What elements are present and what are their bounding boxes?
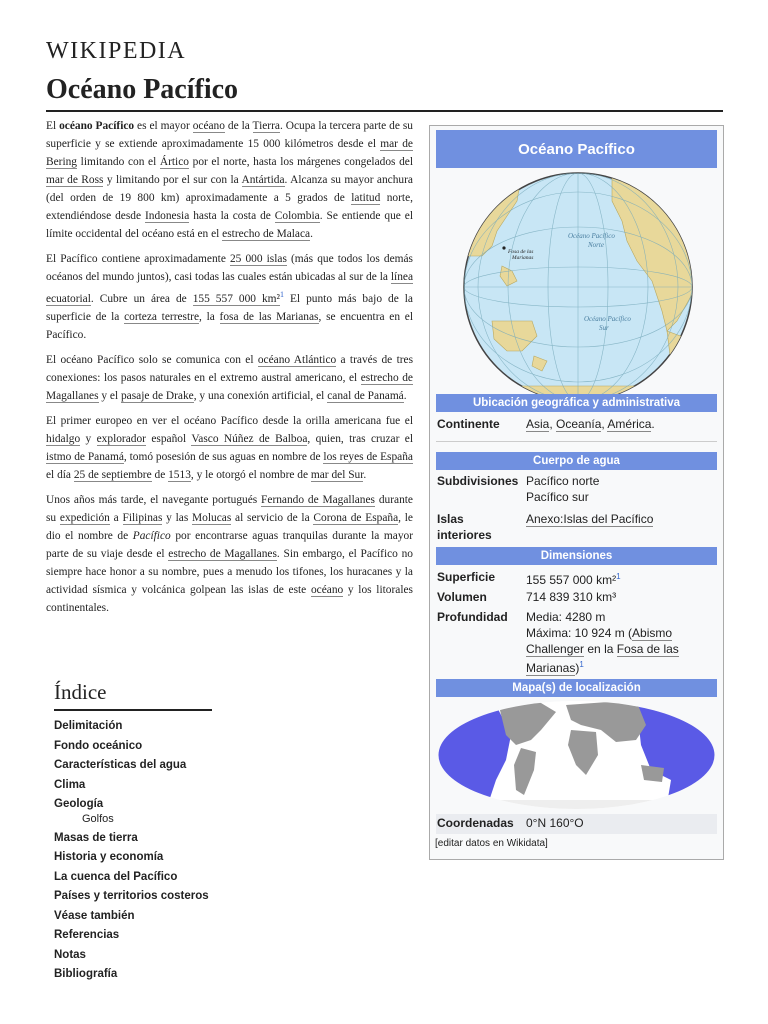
- row-divider: [436, 441, 717, 442]
- coord-label: Coordenadas: [437, 816, 514, 830]
- link-indonesia[interactable]: Indonesia: [144, 210, 190, 222]
- link-fosa-marianas-infobox[interactable]: Fosa de las Marianas: [526, 642, 679, 675]
- volumen-label: Volumen: [437, 590, 487, 604]
- superficie-label: Superficie: [437, 570, 496, 584]
- section-header-dimensions: Dimensiones: [436, 547, 717, 565]
- paragraph-balboa: El primer europeo en ver el océano Pacífico desde la orilla americana fue el hidalgo y explorador español Vasco Núñez de Balboa, quien, tras cruzar el istmo de Panamá, tomó posesión de sus aguas en nombre de los reyes de España el día 25 de septiembre de 1513, y le otorgó el nombre de mar del Sur.: [46, 414, 414, 481]
- link-tierra[interactable]: Tierra: [252, 120, 280, 132]
- link-estrecho-de-malaca[interactable]: estrecho de Malaca: [222, 228, 311, 240]
- link-istmo-panama[interactable]: istmo de Panamá: [46, 450, 124, 463]
- link-artico[interactable]: Ártico: [159, 156, 189, 168]
- islas-label-2: interiores: [437, 528, 492, 542]
- link-vasco-nunez[interactable]: Vasco Núñez de Balboa: [191, 432, 308, 445]
- toc-item-fondo-oceanico[interactable]: Fondo oceánico: [54, 739, 143, 752]
- article-body: [46, 117, 413, 624]
- section-header-location: Ubicación geográfica y administrativa: [436, 394, 717, 412]
- profundidad-label: Profundidad: [437, 610, 508, 624]
- infobox: [429, 125, 724, 860]
- reference-sup[interactable]: 1: [579, 660, 584, 669]
- toc-item-vease[interactable]: Véase también: [54, 909, 135, 922]
- link-area[interactable]: 155 557 000 km²: [192, 292, 280, 305]
- toc-item-delimitacion[interactable]: Delimitación: [54, 720, 123, 732]
- world-map-image[interactable]: [436, 700, 717, 810]
- page-title: Océano Pacífico: [46, 74, 239, 105]
- row-subdivisiones: [436, 473, 717, 507]
- reference-sup[interactable]: 1: [616, 572, 621, 581]
- subdiv-south: Pacífico sur: [526, 490, 589, 504]
- row-islas: [436, 511, 717, 545]
- toc-item-clima[interactable]: Clima: [54, 778, 86, 791]
- prof-media: Media: 4280 m: [526, 610, 606, 624]
- link-1513[interactable]: 1513: [168, 468, 191, 481]
- wikidata-edit-link[interactable]: [editar datos en Wikidata]: [435, 838, 548, 849]
- link-oceania[interactable]: Oceanía: [556, 417, 602, 431]
- toc-item-bibliografia[interactable]: Bibliografía: [54, 968, 118, 980]
- toc-item-historia[interactable]: Historia y economía: [54, 851, 164, 863]
- bold-term: océano Pacífico: [59, 120, 135, 132]
- coord-value[interactable]: 0°N 160°O: [526, 816, 584, 830]
- row-volumen: [436, 589, 717, 607]
- link-expedicion[interactable]: expedición: [59, 511, 110, 524]
- toc-item-golfos[interactable]: Golfos: [82, 812, 114, 825]
- subdiv-label: Subdivisiones: [437, 474, 519, 488]
- toc-item-geologia[interactable]: Geología: [54, 798, 104, 810]
- link-mar-de-bering[interactable]: mar de Bering: [46, 138, 413, 168]
- link-estrecho-magallanes-2[interactable]: estrecho de Magallanes: [168, 547, 277, 560]
- toc-title: Índice: [54, 680, 212, 711]
- toc-item-caracteristicas[interactable]: Características del agua: [54, 759, 187, 771]
- link-mar-de-ross[interactable]: mar de Ross: [46, 174, 104, 186]
- link-linea-ecuatorial[interactable]: línea ecuatorial: [46, 271, 413, 305]
- link-molucas[interactable]: Molucas: [192, 511, 232, 524]
- section-header-map: Mapa(s) de localización: [436, 679, 717, 697]
- row-coordenadas: [436, 814, 717, 834]
- globe-label-fosa-1: Fosa de las: [508, 249, 534, 255]
- link-anexo-islas[interactable]: Anexo:Islas del Pacífico: [526, 512, 654, 526]
- link-fosa-marianas[interactable]: fosa de las Marianas: [219, 310, 319, 323]
- row-profundidad: Profundidad Media: 4280 m Máxima: 10 924 m (Abismo Challenger en la Fosa de las Marianas)$^1$: [437, 610, 679, 675]
- toc-item-notas[interactable]: Notas: [54, 948, 86, 961]
- title-divider: [46, 110, 723, 112]
- continente-label: Continente: [437, 417, 500, 431]
- globe-label-south-2: Sur: [599, 324, 609, 332]
- infobox-title: Océano Pacífico: [436, 130, 717, 168]
- globe-label-fosa-2: Marianas: [512, 255, 534, 261]
- link-fernando-magallanes[interactable]: Fernando de Magallanes: [261, 493, 375, 506]
- link-oceano[interactable]: océano: [192, 120, 225, 132]
- toc-item-cuenca[interactable]: La cuenca del Pacífico: [54, 870, 178, 883]
- link-asia[interactable]: Asia: [526, 417, 550, 431]
- globe-label-north-1: Océano Pacífico: [568, 232, 615, 240]
- link-hidalgo[interactable]: hidalgo: [46, 432, 81, 445]
- link-filipinas[interactable]: Filipinas: [122, 511, 163, 524]
- wikipedia-logo[interactable]: WIKIPEDIA: [46, 38, 187, 64]
- link-estrecho-magallanes[interactable]: estrecho de Magallanes: [46, 371, 413, 402]
- link-antartida[interactable]: Antártida: [241, 174, 285, 186]
- link-canal-panama[interactable]: canal de Panamá: [327, 389, 404, 402]
- section-header-body: Cuerpo de agua: [436, 452, 717, 470]
- link-corona-espana[interactable]: Corona de España: [313, 511, 399, 524]
- link-abismo-challenger[interactable]: Abismo Challenger: [526, 626, 673, 656]
- paragraph-magallanes: Unos años más tarde, el navegante portugués Fernando de Magallanes durante su expedición a Filipinas y las Molucas al servicio de la Corona de España, le dio el nombre de Pacífico por encontrarse aguas tranquilas durante la mayor parte de su viaje desde el estrecho de Magallanes. Sin embargo, el Pacífico no siempre hace honor a su nombre, pues a menudo los tifones, los huracanes y la actividad sísmica y volcánica golpean las islas de este océano y los litorales continentales.: [46, 493, 414, 614]
- link-colombia[interactable]: Colombia: [274, 210, 320, 222]
- paragraph-connections: El océano Pacífico solo se comunica con el océano Atlántico a través de tres conexiones: los pasos naturales en el extremo austral americano, el estrecho de Magallanes y el pasaje de Drake, y una conexión artificial, el canal de Panamá.: [46, 353, 414, 402]
- link-reyes-espana[interactable]: los reyes de España: [323, 450, 413, 463]
- link-oceano-atlantico[interactable]: océano Atlántico: [257, 353, 337, 366]
- globe-label-south-1: Océano Pacífico: [584, 315, 631, 323]
- link-america[interactable]: América: [607, 417, 652, 431]
- link-mar-del-sur[interactable]: mar del Sur: [310, 468, 364, 481]
- row-superficie: [436, 569, 717, 587]
- volumen-value: 714 839 310 km³: [526, 590, 617, 604]
- link-islas[interactable]: 25 000 islas: [229, 253, 287, 265]
- paragraph-intro: El océano Pacífico es el mayor océano de la Tierra. Ocupa la tercera parte de su superficie y se extiende aproximadamente 15 000 kilómetros desde el mar de Bering limitando con el Ártico por el norte, hasta los márgenes congelados del mar de Ross y limitando por el sur con la Antártida. Alcanza su mayor anchura (del orden de 19 800 km) aproximadamente a 5 grados de latitud norte, extendiéndose desde Indonesia hasta la costa de Colombia. Se entiende que el límite occidental del océano está en el estrecho de Malaca.: [46, 120, 413, 240]
- link-explorador[interactable]: explorador: [96, 432, 146, 445]
- link-oceano-2[interactable]: océano: [310, 583, 344, 596]
- row-continente: Continente Asia, Oceanía, América.: [437, 417, 655, 431]
- globe-image[interactable]: [462, 171, 694, 403]
- globe-label-north-2: Norte: [588, 241, 604, 249]
- link-corteza-terrestre[interactable]: corteza terrestre: [124, 310, 199, 323]
- link-pasaje-drake[interactable]: pasaje de Drake: [120, 389, 194, 402]
- link-25-septiembre[interactable]: 25 de septiembre: [73, 468, 152, 481]
- superficie-value: 155 557 000 km²: [526, 573, 617, 587]
- toc-item-masas-de-tierra[interactable]: Masas de tierra: [54, 831, 138, 844]
- islas-label-1: Islas: [437, 512, 464, 526]
- toc-item-paises[interactable]: Países y territorios costeros: [54, 890, 209, 902]
- link-latitud[interactable]: latitud: [351, 192, 381, 204]
- toc-item-referencias[interactable]: Referencias: [54, 929, 120, 941]
- reference-sup[interactable]: 1: [279, 290, 284, 299]
- table-of-contents: [54, 680, 224, 985]
- paragraph-islands: El Pacífico contiene aproximadamente 25 000 islas (más que todos los demás océanos del mundo juntos), casi todas las cuales están ubicadas al sur de la línea ecuatorial. Cubre un área de 155 557 000 km²$^1$ El punto más bajo de la superficie de la corteza terrestre, la fosa de las Marianas, se encuentra en el Pacífico.: [46, 253, 413, 341]
- subdiv-north: Pacífico norte: [526, 474, 600, 488]
